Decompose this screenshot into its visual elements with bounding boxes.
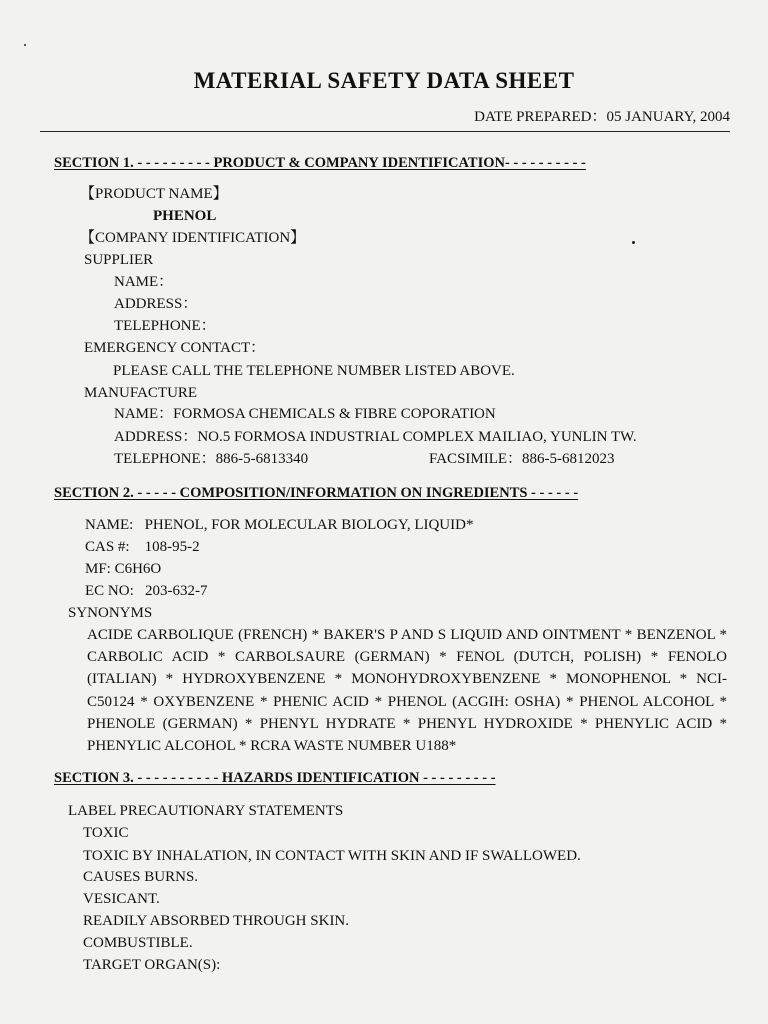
emergency-contact-text: PLEASE CALL THE TELEPHONE NUMBER LISTED ABOVE. [113, 363, 515, 379]
scan-speck [632, 241, 635, 244]
molecular-formula: MF: C6H6O [85, 561, 162, 577]
section-1-heading: SECTION 1. - - - - - - - - - PRODUCT & COMPANY IDENTIFICATION- - - - - - - - - - [54, 155, 586, 171]
manufacturer-facsimile: FACSIMILE：886-5-6812023 [429, 451, 615, 467]
product-name-label: 【PRODUCT NAME】 [80, 186, 228, 202]
cas-number: CAS #: 108-95-2 [85, 539, 200, 555]
hazard-item: TOXIC BY INHALATION, IN CONTACT WITH SKIN AND IF SWALLOWED. [83, 848, 581, 864]
hazard-item: COMBUSTIBLE. [83, 935, 193, 951]
scan-speck [24, 44, 26, 46]
hazard-item: TARGET ORGAN(S): [83, 957, 221, 973]
manufacture-label: MANUFACTURE [84, 385, 198, 401]
section-2-heading: SECTION 2. - - - - - COMPOSITION/INFORMATION ON INGREDIENTS - - - - - - [54, 485, 579, 501]
hazard-item: READILY ABSORBED THROUGH SKIN. [83, 913, 350, 929]
supplier-label: SUPPLIER [84, 252, 154, 268]
product-name: PHENOL [153, 208, 217, 224]
document-title: MATERIAL SAFETY DATA SHEET [193, 68, 575, 93]
company-id-label: 【COMPANY IDENTIFICATION】 [80, 230, 306, 246]
hazard-item: CAUSES BURNS. [83, 869, 199, 885]
ec-number: EC NO: 203-632-7 [85, 583, 208, 599]
synonyms-text: ACIDE CARBOLIQUE (FRENCH) * BAKER'S P AND S LIQUID AND OINTMENT * BENZENOL * CARBOLIC ACID * CARBOLSAURE (GERMAN) * FENOL (DUTCH, POLISH) * FENOLO (ITALIAN) * HYDROXYBENZENE * MONOHYDROXYBENZENE * MONOPHENOL * NCI-C50124 * OXYBENZENE * PHENIC ACID * PHENOL (ACGIH: OSHA) * PHENOL ALCOHOL * PHENOLE (GERMAN) * PHENYL HYDRATE * PHENYL HYDROXIDE * PHENYLIC ACID * PHENYLIC ALCOHOL * RCRA WASTE NUMBER U188* [87, 627, 727, 755]
hazard-item: VESICANT. [83, 891, 160, 907]
header-divider [40, 131, 730, 132]
synonyms-label: SYNONYMS [68, 605, 153, 621]
supplier-name: NAME： [114, 274, 174, 290]
emergency-contact-label: EMERGENCY CONTACT： [84, 340, 266, 356]
hazard-item: TOXIC [83, 825, 129, 841]
ingredient-name: NAME: PHENOL, FOR MOLECULAR BIOLOGY, LIQUID* [85, 517, 474, 533]
date-prepared: DATE PREPARED：05 JANUARY, 2004 [474, 109, 730, 125]
supplier-telephone: TELEPHONE： [114, 318, 216, 334]
manufacturer-telephone: TELEPHONE：886-5-6813340 [114, 451, 309, 467]
manufacturer-name: NAME：FORMOSA CHEMICALS & FIBRE COPORATION [114, 406, 496, 422]
section-3-heading: SECTION 3. - - - - - - - - - - HAZARDS IDENTIFICATION - - - - - - - - - [54, 770, 496, 786]
label-precautionary-statements: LABEL PRECAUTIONARY STATEMENTS [68, 803, 344, 819]
manufacturer-address: ADDRESS：NO.5 FORMOSA INDUSTRIAL COMPLEX MAILIAO, YUNLIN TW. [114, 429, 637, 445]
supplier-address: ADDRESS： [114, 296, 198, 312]
